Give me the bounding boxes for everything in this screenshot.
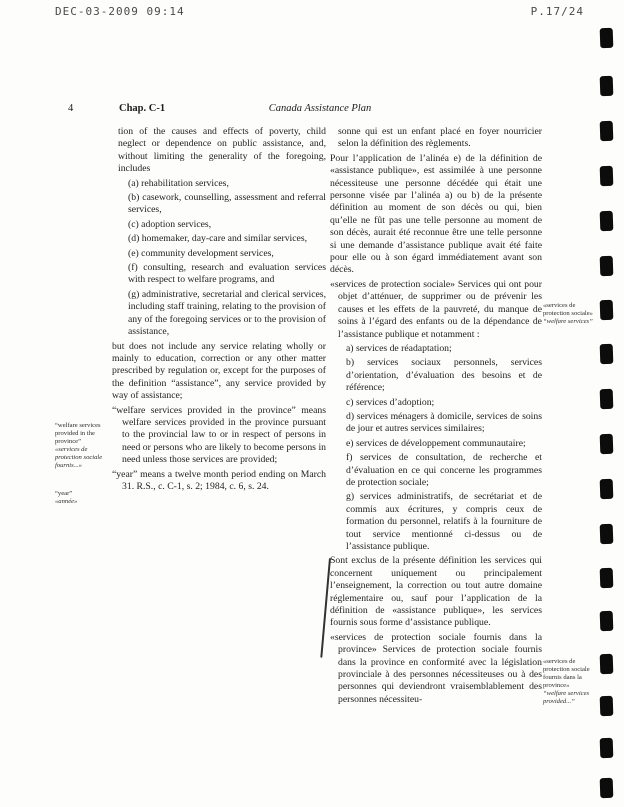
- binding-mark: [600, 738, 614, 758]
- list-item: (c) adoption services,: [128, 218, 212, 230]
- binding-mark: [600, 696, 614, 716]
- definition-paragraph: «services de protection sociale» Services qui ont pour objet d’atténuer, de supprimer ou de prévenir les causes et les effets de la pauvreté, du manque de soins à l’égard des enfants ou de la dépendance de l’assistance publique et notamment :: [330, 278, 542, 340]
- paragraph: Pour l’application de l’alinéa e) de la définition de «assistance publique», est assimilée à une personne nécessiteuse une personne décédée qui était une personne visée par l’alinéa a) ou b) de la présente définition au moment de son décès ou qui, bien qu’elle ne fût pas une telle personne au moment de son décès, aurait été reconnue être une telle personne si une demande d’assistance publique avait été faite pour elle ou à son égard immédiatement avant son décès.: [330, 152, 542, 276]
- definition-paragraph: «services de protection sociale fournis dans la province» Services de protection sociale fournis dans la province en conformité avec la législation provinciale à des personnes nécessiteuses ou à des personnes qui deviendront vraisemblablement des personnes nécessiteu-: [330, 631, 542, 705]
- binding-mark: [600, 479, 614, 499]
- binding-mark: [600, 611, 614, 631]
- margin-note-term: “year”: [55, 490, 73, 497]
- margin-note-term: «services de protection sociale»: [543, 302, 593, 317]
- list-item: (d) homemaker, day-care and similar services,: [128, 233, 308, 245]
- paragraph: Sont exclus de la présente définition les services qui concernent uniquement ou principalement l’enseignement, la correction ou tout autre domaine réglementaire ou, sauf pour l’application de la définition de «assistance publique», les services fournis sous forme d’assistance publique.: [330, 555, 542, 629]
- column-english: [112, 126, 326, 495]
- binding-mark: [600, 434, 614, 454]
- paragraph: sonne qui est un enfant placé en foyer nourricier selon la définition des règlements.: [338, 126, 542, 150]
- margin-note-translation: «services de protection sociale fournis...»: [55, 446, 103, 469]
- margin-note-translation: “welfare services”: [543, 318, 593, 325]
- list-item: d) services ménagers à domicile, services de soins de jour et autres services similaires;: [346, 410, 542, 435]
- list-item: b) services sociaux personnels, services d’orientation, d’évaluation des besoins et de référence;: [346, 357, 542, 394]
- margin-note-translation: «année»: [55, 498, 78, 505]
- page-number: 4: [68, 103, 74, 114]
- paragraph: tion of the causes and effects of poverty, child neglect or dependence on public assistance, and, without limiting the generality of the foregoing, includes: [118, 126, 326, 175]
- page-running-header: [0, 103, 624, 119]
- margin-note-term: «services de protection sociale fournis dans la province»: [543, 658, 590, 689]
- binding-mark: [600, 389, 614, 409]
- chapter-label: Chap. C-1: [119, 103, 166, 114]
- list-item: (a) rehabilitation services,: [128, 177, 229, 189]
- binding-mark: [600, 654, 614, 674]
- document-title: Canada Assistance Plan: [268, 103, 372, 114]
- list-item: f) services de consultation, de recherche et d’évaluation en ce qui concerne les programmes de protection sociale;: [346, 452, 542, 488]
- binding-mark: [600, 121, 614, 141]
- fax-header: [55, 5, 584, 18]
- binding-mark: [600, 568, 614, 588]
- binding-mark: [600, 778, 614, 798]
- list-item: c) services d’adoption;: [346, 396, 435, 408]
- fax-timestamp: DEC-03-2009 09:14: [55, 5, 185, 18]
- binding-mark: [600, 524, 614, 544]
- definition-paragraph: “year” means a twelve month period ending on March 31. R.S., c. C-1, s. 2; 1984, c. 6, s. 24.: [112, 468, 326, 492]
- list-item: a) services de réadaptation;: [346, 342, 452, 354]
- binding-mark: [600, 300, 614, 320]
- binding-mark: [600, 166, 614, 186]
- margin-note-translation: “welfare services provided...”: [543, 690, 590, 705]
- margin-note-term: “welfare services provided in the province”: [55, 422, 101, 445]
- list-item: (e) community development services,: [128, 247, 274, 259]
- list-item: (b) casework, counselling, assessment and referral services,: [128, 192, 326, 216]
- pen-line-annotation: [320, 558, 330, 658]
- column-french: [330, 126, 542, 708]
- margin-note: [543, 302, 599, 326]
- definition-paragraph: “welfare services provided in the province” means welfare services provided in the province pursuant to the provincial law to or in respect of persons in need or persons who are likely to become persons in need unless those services are provided;: [112, 404, 326, 466]
- binding-mark: [600, 28, 614, 48]
- margin-note: [543, 658, 599, 706]
- margin-note: [55, 422, 111, 470]
- margin-note: [55, 490, 111, 506]
- paragraph: but does not include any service relating wholly or mainly to education, correction or any other matter prescribed by regulation or, except for the purposes of the definition “assistance”, any service provided by way of assistance;: [112, 340, 326, 402]
- binding-mark: [600, 256, 614, 276]
- list-item: (f) consulting, research and evaluation services with respect to welfare programs, and: [128, 262, 326, 286]
- list-item: (g) administrative, secretarial and clerical services, including staff training, relating to the provision of any of the foregoing services or to the provision of assistance,: [128, 288, 326, 338]
- list-item: e) services de développement communautaire;: [346, 437, 526, 449]
- fax-page-indicator: P.17/24: [530, 5, 584, 18]
- binding-mark: [600, 344, 614, 364]
- list-item: g) services administratifs, de secrétariat et de commis aux écritures, y compris ceux de formation du personnel, relatifs à la fourniture de tout service mentionné ci-dessus ou de l’assistance publique.: [346, 491, 542, 552]
- binding-mark: [600, 76, 614, 96]
- binding-mark: [600, 211, 614, 231]
